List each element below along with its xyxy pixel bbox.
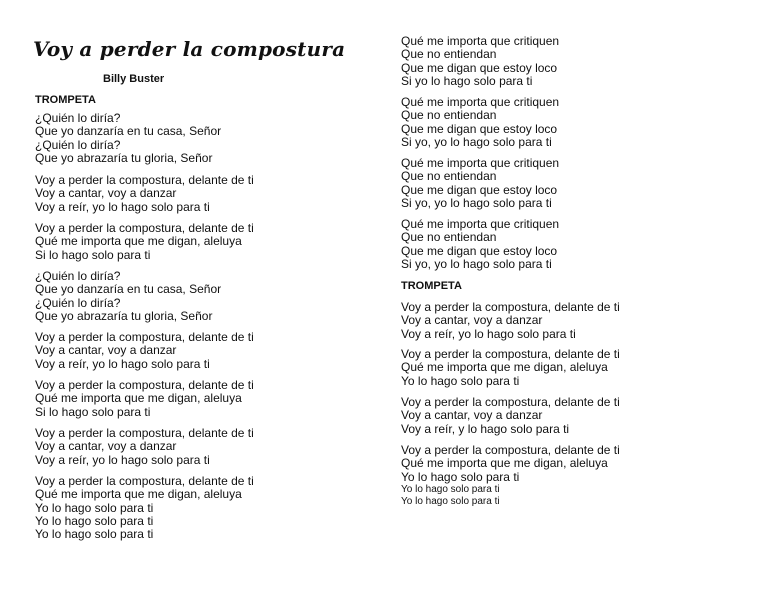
lyric-line: Voy a perder la compostura, delante de ti xyxy=(401,347,620,361)
lyric-line: ¿Quién lo diría? xyxy=(35,111,121,125)
lyric-line: Qué me importa que critiquen xyxy=(401,156,560,170)
lyric-line: Que no entiendan xyxy=(401,108,497,123)
stanza xyxy=(401,444,620,508)
lyric-line: Voy a perder la compostura, delante de ti xyxy=(35,426,254,440)
lyric-line: Voy a perder la compostura, delante de ti xyxy=(35,221,254,235)
lyric-line: Yo lo hago solo para ti xyxy=(35,527,154,542)
lyric-line: Qué me importa que me digan, aleluya xyxy=(401,360,608,375)
lyric-line: Que no entiendan xyxy=(401,169,497,184)
lyric-line: Voy a reír, y lo hago solo para ti xyxy=(401,421,570,436)
lyric-line: ¿Quién lo diría? xyxy=(35,295,121,310)
stanza xyxy=(401,301,620,341)
lyric-line: Que yo danzaría en tu casa, Señor xyxy=(35,124,222,139)
lyric-line: Yo lo hago solo para ti xyxy=(401,373,520,388)
stanza xyxy=(401,96,559,149)
song-title: Voy a perder la compostura xyxy=(33,37,346,61)
stanza xyxy=(35,475,254,541)
lyric-line: Voy a perder la compostura, delante de ti xyxy=(35,330,254,344)
lyric-line: Que yo abrazaría tu gloria, Señor xyxy=(35,308,213,323)
lyric-line: Voy a reír, yo lo hago solo para ti xyxy=(35,356,210,371)
lyric-line: Voy a perder la compostura, delante de ti xyxy=(401,443,620,457)
lyric-line: Que yo abrazaría tu gloria, Señor xyxy=(35,150,213,165)
lyric-line: Voy a cantar, voy a danzar xyxy=(401,408,543,423)
lyric-line: Voy a reír, yo lo hago solo para ti xyxy=(35,199,210,214)
lyric-line: Voy a reír, yo lo hago solo para ti xyxy=(35,452,210,467)
lyric-line: Qué me importa que critiquen xyxy=(401,217,560,231)
stanza xyxy=(401,396,620,436)
lyric-line: Si lo hago solo para ti xyxy=(35,247,151,262)
lyric-line: Voy a perder la compostura, delante de ti xyxy=(35,378,254,392)
stanza xyxy=(401,218,559,271)
lyric-line: Qué me importa que me digan, aleluya xyxy=(35,234,242,249)
lyric-line: Que me digan que estoy loco xyxy=(401,243,558,258)
stanza xyxy=(35,379,254,419)
lyric-line: Voy a perder la compostura, delante de ti xyxy=(401,395,620,409)
lyric-line: Que no entiendan xyxy=(401,47,497,62)
lyric-line: Si lo hago solo para ti xyxy=(35,404,151,419)
lyric-line: Si yo, yo lo hago solo para ti xyxy=(401,134,552,149)
stanza xyxy=(35,427,254,467)
lyric-line: Que me digan que estoy loco xyxy=(401,121,558,136)
lyric-line: Yo lo hago solo para ti xyxy=(35,500,154,515)
stanza xyxy=(35,174,254,214)
stanza xyxy=(35,222,254,262)
stanza xyxy=(401,157,559,210)
lyric-line: Qué me importa que me digan, aleluya xyxy=(35,487,242,502)
stanza xyxy=(35,112,221,165)
lyric-line: Yo lo hago solo para ti xyxy=(35,513,154,528)
lyric-line: Voy a cantar, voy a danzar xyxy=(35,186,177,201)
lyric-line: ¿Quién lo diría? xyxy=(35,269,121,283)
lyric-line: Yo lo hago solo para ti xyxy=(401,495,500,507)
section-label: TROMPETA xyxy=(35,94,96,106)
lyric-line: Que me digan que estoy loco xyxy=(401,182,558,197)
lyric-line: Qué me importa que me digan, aleluya xyxy=(35,391,242,406)
lyric-line: Qué me importa que critiquen xyxy=(401,34,560,48)
lyric-line: Si yo, yo lo hago solo para ti xyxy=(401,195,552,210)
lyric-line: Que yo danzaría en tu casa, Señor xyxy=(35,282,222,297)
lyric-line: Si yo lo hago solo para ti xyxy=(401,73,533,88)
lyric-line: Voy a perder la compostura, delante de ti xyxy=(35,474,254,488)
lyric-line: Voy a cantar, voy a danzar xyxy=(35,343,177,358)
stanza xyxy=(401,35,559,88)
lyric-line: Voy a cantar, voy a danzar xyxy=(401,313,543,328)
lyric-line: Qué me importa que me digan, aleluya xyxy=(401,456,608,471)
section-label: TROMPETA xyxy=(401,280,462,292)
lyric-line: Voy a cantar, voy a danzar xyxy=(35,439,177,454)
lyric-line: Que me digan que estoy loco xyxy=(401,60,558,75)
stanza xyxy=(401,348,620,388)
lyric-line: Voy a perder la compostura, delante de ti xyxy=(35,173,254,187)
stanza xyxy=(35,331,254,371)
lyric-line: ¿Quién lo diría? xyxy=(35,137,121,152)
lyric-line: Si yo, yo lo hago solo para ti xyxy=(401,256,552,271)
stanza xyxy=(35,270,221,323)
lyric-line: Que no entiendan xyxy=(401,230,497,245)
lyric-line: Yo lo hago solo para ti xyxy=(401,469,520,484)
lyric-line: Yo lo hago solo para ti xyxy=(401,483,500,495)
song-artist: Billy Buster xyxy=(103,73,165,85)
lyric-line: Voy a reír, yo lo hago solo para ti xyxy=(401,326,576,341)
lyric-line: Voy a perder la compostura, delante de ti xyxy=(401,300,620,314)
lyric-line: Qué me importa que critiquen xyxy=(401,95,560,109)
